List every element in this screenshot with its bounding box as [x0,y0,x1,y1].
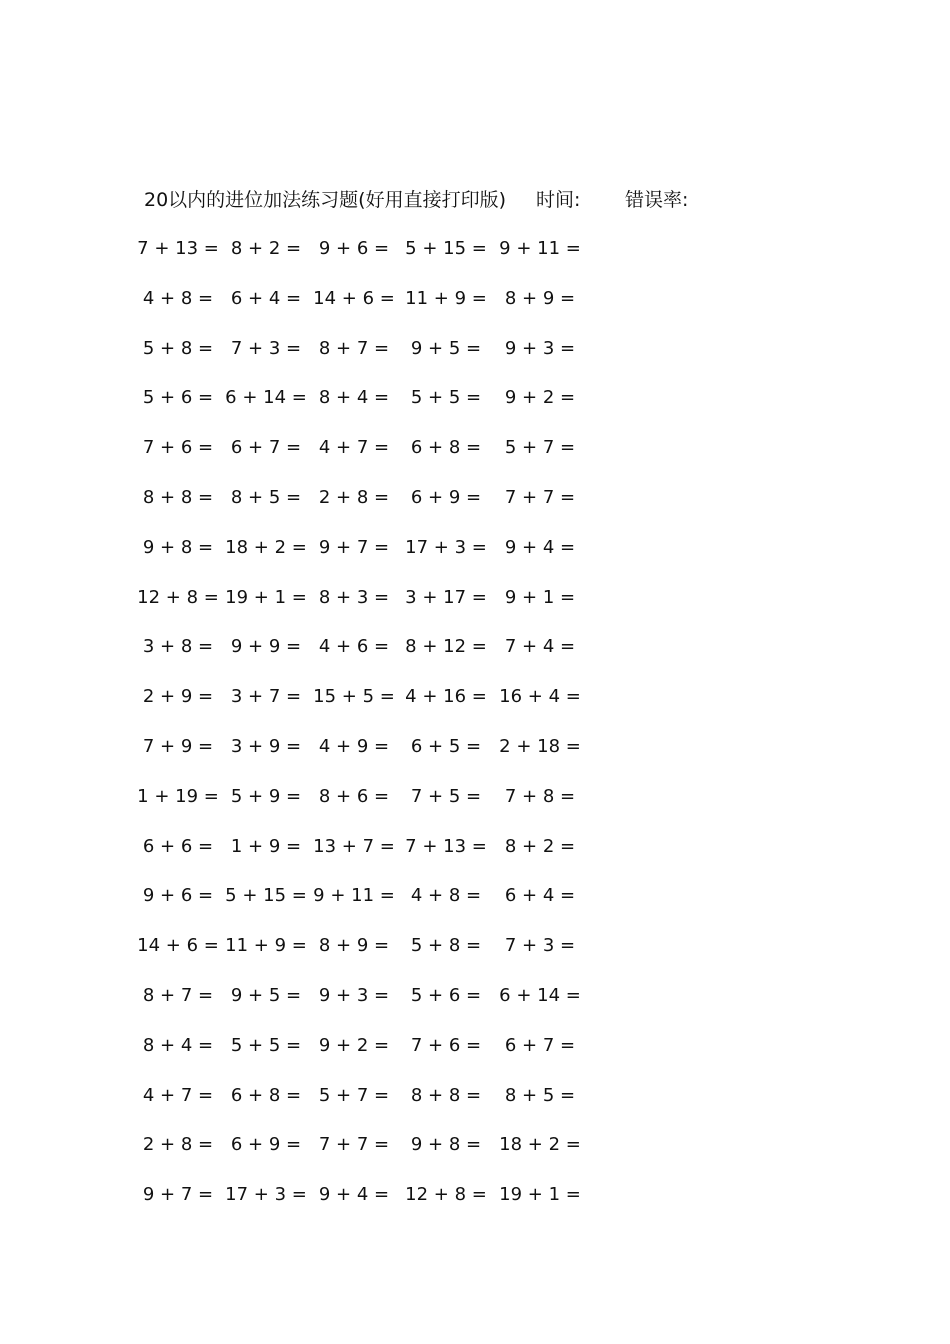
problem-item: 4 + 9 = [318,735,390,757]
worksheet-title: 20以内的进位加法练习题(好用直接打印版) [144,189,507,211]
problem-item: 7 + 9 = [142,735,214,757]
problem-item: 9 + 3 = [318,984,390,1006]
problem-item: 19 + 1 = [499,1184,581,1206]
problem-row [0,385,950,435]
problem-item: 9 + 6 = [142,885,214,907]
problem-item: 6 + 8 = [410,437,482,459]
problem-item: 7 + 6 = [142,437,214,459]
problem-item: 5 + 9 = [230,785,302,807]
problem-item: 7 + 13 = [137,238,219,259]
problem-row [0,784,950,834]
problem-item: 15 + 5 = [313,686,395,708]
problem-item: 9 + 6 = [318,238,390,259]
problem-item: 7 + 8 = [504,785,576,807]
problem-item: 9 + 7 = [142,1184,214,1206]
problem-item: 16 + 4 = [499,686,581,708]
problem-item: 6 + 14 = [225,387,307,409]
problem-item: 9 + 7 = [318,536,390,558]
problem-item: 11 + 9 = [405,287,487,309]
problem-item: 18 + 2 = [499,1134,581,1156]
problem-item: 8 + 7 = [318,337,390,359]
problem-row [0,336,950,386]
problem-item: 8 + 6 = [318,785,390,807]
problem-row [0,585,950,635]
problem-item: 2 + 8 = [318,486,390,508]
problem-item: 5 + 15 = [405,238,487,259]
problem-item: 17 + 3 = [405,536,487,558]
problem-row [0,634,950,684]
problem-item: 9 + 9 = [230,636,302,658]
problem-row [0,684,950,734]
problem-item: 7 + 3 = [504,935,576,957]
problem-item: 7 + 4 = [504,636,576,658]
problem-item: 8 + 7 = [142,984,214,1006]
problem-row [0,933,950,983]
problem-item: 8 + 4 = [318,387,390,409]
problem-row [0,1083,950,1133]
problem-item: 6 + 9 = [410,486,482,508]
problem-item: 6 + 5 = [410,735,482,757]
problem-grid [0,236,950,1232]
problem-item: 5 + 7 = [318,1084,390,1106]
problem-item: 3 + 9 = [230,735,302,757]
problem-item: 8 + 8 = [410,1084,482,1106]
problem-item: 9 + 4 = [318,1184,390,1206]
problem-item: 5 + 5 = [410,387,482,409]
problem-item: 6 + 7 = [230,437,302,459]
problem-row [0,485,950,535]
problem-item: 9 + 11 = [313,885,395,907]
problem-item: 5 + 8 = [142,337,214,359]
problem-row [0,834,950,884]
problem-row [0,1182,950,1232]
problem-item: 9 + 8 = [410,1134,482,1156]
problem-item: 5 + 8 = [410,935,482,957]
problem-item: 9 + 5 = [410,337,482,359]
problem-item: 3 + 8 = [142,636,214,658]
problem-row [0,435,950,485]
problem-item: 7 + 6 = [410,1034,482,1056]
problem-item: 5 + 6 = [142,387,214,409]
problem-item: 6 + 8 = [230,1084,302,1106]
problem-item: 4 + 16 = [405,686,487,708]
problem-item: 8 + 5 = [230,486,302,508]
problem-item: 12 + 8 = [137,586,219,608]
problem-item: 13 + 7 = [313,835,395,857]
problem-row [0,883,950,933]
problem-item: 2 + 9 = [142,686,214,708]
problem-item: 9 + 1 = [504,586,576,608]
problem-item: 4 + 8 = [142,287,214,309]
problem-item: 8 + 3 = [318,586,390,608]
problem-item: 4 + 7 = [142,1084,214,1106]
problem-item: 2 + 8 = [142,1134,214,1156]
problem-item: 12 + 8 = [405,1184,487,1206]
problem-item: 8 + 9 = [504,287,576,309]
problem-item: 3 + 7 = [230,686,302,708]
time-label: 时间: [536,189,581,211]
problem-item: 17 + 3 = [225,1184,307,1206]
problem-item: 6 + 14 = [499,984,581,1006]
problem-item: 14 + 6 = [313,287,395,309]
problem-item: 8 + 2 = [504,835,576,857]
problem-item: 1 + 9 = [230,835,302,857]
problem-item: 7 + 7 = [318,1134,390,1156]
problem-item: 8 + 9 = [318,935,390,957]
problem-item: 9 + 2 = [504,387,576,409]
problem-item: 5 + 5 = [230,1034,302,1056]
problem-row [0,983,950,1033]
problem-item: 9 + 8 = [142,536,214,558]
problem-item: 8 + 12 = [405,636,487,658]
problem-item: 9 + 11 = [499,238,581,259]
problem-item: 6 + 9 = [230,1134,302,1156]
problem-row [0,535,950,585]
problem-item: 4 + 6 = [318,636,390,658]
problem-item: 6 + 7 = [504,1034,576,1056]
problem-item: 9 + 5 = [230,984,302,1006]
problem-item: 9 + 2 = [318,1034,390,1056]
problem-item: 3 + 17 = [405,586,487,608]
problem-item: 6 + 6 = [142,835,214,857]
problem-item: 19 + 1 = [225,586,307,608]
problem-item: 9 + 4 = [504,536,576,558]
problem-row [0,1033,950,1083]
error-rate-label: 错误率: [625,189,689,211]
problem-item: 4 + 8 = [410,885,482,907]
problem-item: 5 + 15 = [225,885,307,907]
problem-item: 7 + 13 = [405,835,487,857]
problem-item: 18 + 2 = [225,536,307,558]
problem-item: 8 + 8 = [142,486,214,508]
problem-item: 9 + 3 = [504,337,576,359]
problem-item: 11 + 9 = [225,935,307,957]
problem-item: 8 + 5 = [504,1084,576,1106]
problem-item: 8 + 4 = [142,1034,214,1056]
problem-item: 7 + 5 = [410,785,482,807]
problem-item: 1 + 19 = [137,785,219,807]
problem-row [0,1132,950,1182]
problem-item: 14 + 6 = [137,935,219,957]
problem-row [0,286,950,336]
problem-item: 8 + 2 = [230,238,302,259]
problem-item: 5 + 6 = [410,984,482,1006]
problem-item: 6 + 4 = [230,287,302,309]
problem-item: 4 + 7 = [318,437,390,459]
problem-item: 7 + 7 = [504,486,576,508]
problem-item: 7 + 3 = [230,337,302,359]
problem-item: 6 + 4 = [504,885,576,907]
problem-item: 2 + 18 = [499,735,581,757]
problem-row [0,734,950,784]
problem-item: 5 + 7 = [504,437,576,459]
problem-row [0,236,950,286]
